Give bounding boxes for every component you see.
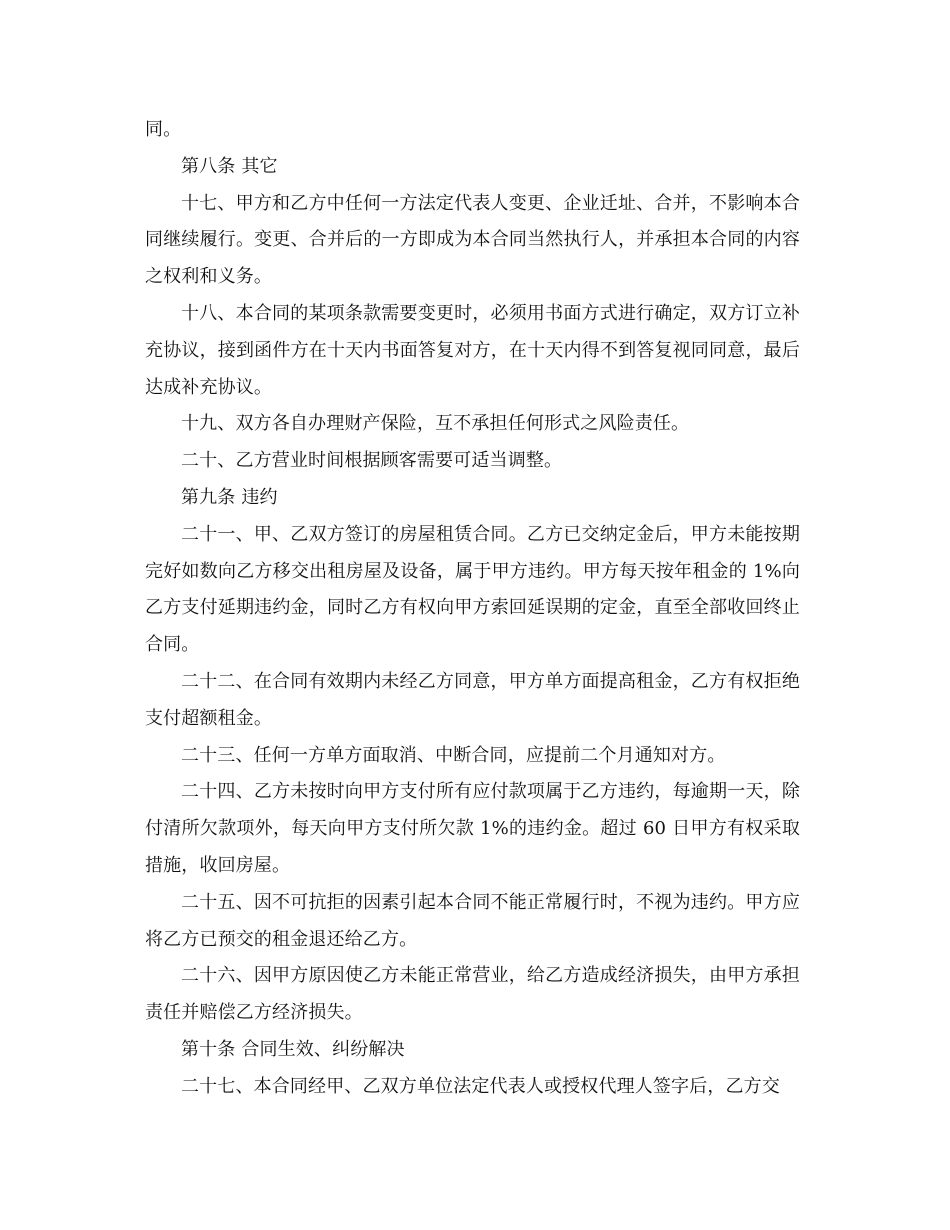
article-10-heading: 第十条 合同生效、纠纷解决	[181, 1038, 405, 1060]
clause-27: 二十七、本合同经甲、乙双方单位法定代表人或授权代理人签字后，乙方交	[181, 1075, 780, 1097]
clause-23: 二十三、任何一方单方面取消、中断合同，应提前二个月通知对方。	[181, 744, 726, 766]
clause-18: 十八、本合同的某项条款需要变更时，必须用书面方式进行确定，双方订立补充协议，接到函件方在十天内书面答复对方，在十天内得不到答复视同同意，最后达成补充协议。	[145, 302, 800, 398]
clause-22: 二十二、在合同有效期内未经乙方同意，甲方单方面提高租金，乙方有权拒绝支付超额租金。	[145, 670, 800, 729]
document-body	[145, 112, 800, 1106]
clause-26: 二十六、因甲方原因使乙方未能正常营业，给乙方造成经济损失，由甲方承担责任并赔偿乙方经济损失。	[145, 965, 800, 1024]
article-8-heading: 第八条 其它	[181, 155, 278, 177]
clause-21: 二十一、甲、乙双方签订的房屋租赁合同。乙方已交纳定金后，甲方未能按期完好如数向乙方移交出租房屋及设备，属于甲方违约。甲方每天按年租金的 1%向乙方支付延期违约金，同时乙方有权向甲方索回延误期的定金，直至全部收回终止合同。	[145, 523, 800, 656]
clause-17: 十七、甲方和乙方中任何一方法定代表人变更、企业迁址、合并，不影响本合同继续履行。变更、合并后的一方即成为本合同当然执行人，并承担本合同的内容之权利和义务。	[145, 192, 800, 288]
clause-19: 十九、双方各自办理财产保险，互不承担任何形式之风险责任。	[181, 413, 690, 435]
clause-24: 二十四、乙方未按时向甲方支付所有应付款项属于乙方违约，每逾期一天，除付清所欠款项外，每天向甲方支付所欠款 1%的违约金。超过 60 日甲方有权采取措施，收回房屋。	[145, 781, 800, 876]
clause-25: 二十五、因不可抗拒的因素引起本合同不能正常履行时，不视为违约。甲方应将乙方已预交的租金退还给乙方。	[145, 891, 800, 950]
paragraph-continuation: 同。	[145, 119, 182, 140]
article-9-heading: 第九条 违约	[181, 486, 278, 508]
clause-20: 二十、乙方营业时间根据顾客需要可适当调整。	[181, 450, 563, 472]
